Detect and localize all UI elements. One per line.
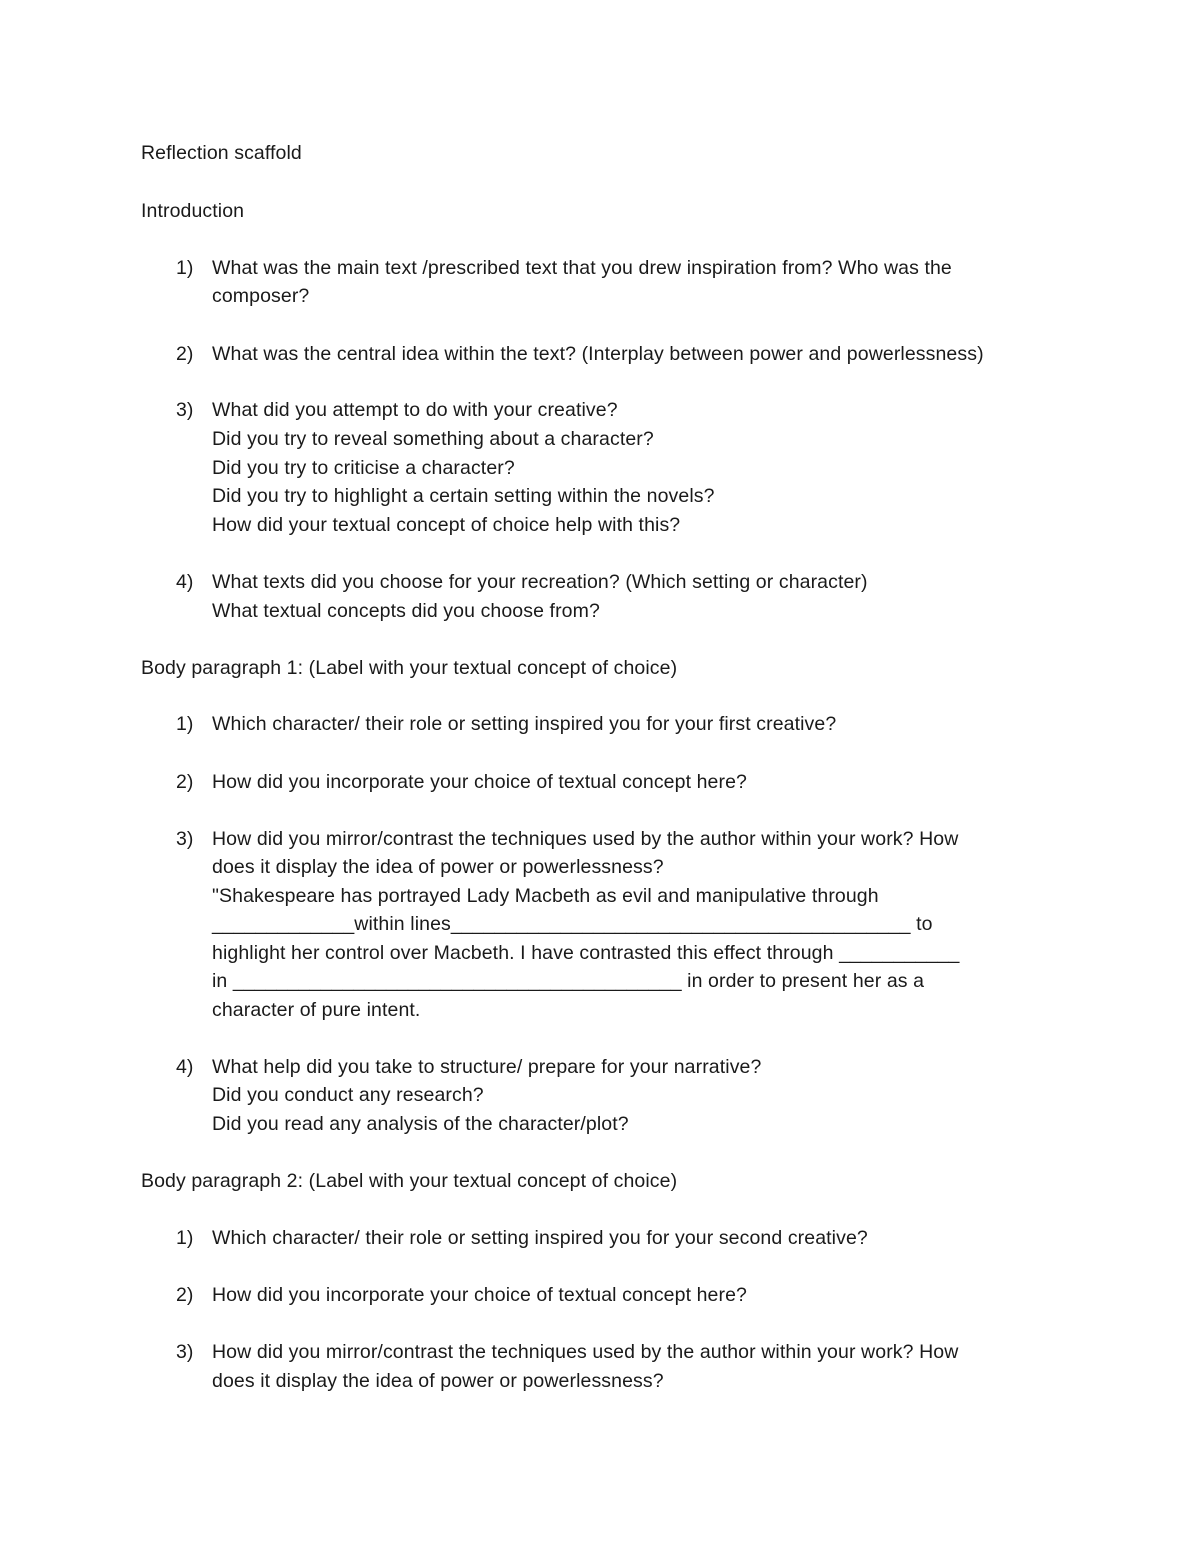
list-item-line: highlight her control over Macbeth. I have contrasted this effect through ___________ [212,942,960,964]
list-item-line: What texts did you choose for your recreation? (Which setting or character) [212,571,868,593]
list-item-line: Did you try to reveal something about a character? [212,428,654,450]
section-heading-body-paragraph-1: Body paragraph 1: (Label with your textual concept of choice) [141,657,678,679]
list-item-line: in _________________________________________ in order to present her as a [212,970,925,992]
list-item-line: Which character/ their role or setting inspired you for your first creative? [212,713,837,735]
list-item-line: Did you read any analysis of the character/plot? [212,1113,629,1135]
list-number: 3) [176,1341,194,1363]
list-item-line: Did you conduct any research? [212,1084,484,1106]
section-heading-body-paragraph-2: Body paragraph 2: (Label with your textual concept of choice) [141,1170,678,1192]
list-item-line: "Shakespeare has portrayed Lady Macbeth as evil and manipulative through [212,885,879,907]
list-item-line: Did you try to highlight a certain setting within the novels? [212,485,715,507]
list-item-line: How did you mirror/contrast the techniques used by the author within your work? How [212,1341,959,1363]
list-number: 3) [176,399,194,421]
document-title: Reflection scaffold [141,142,302,164]
list-number: 1) [176,1227,194,1249]
section-heading-introduction: Introduction [141,200,245,222]
list-item-line: What was the main text /prescribed text that you drew inspiration from? Who was the [212,257,952,279]
list-item-line: What was the central idea within the text? (Interplay between power and powerlessness) [212,343,984,365]
list-number: 1) [176,713,194,735]
list-number: 2) [176,771,194,793]
list-number: 2) [176,1284,194,1306]
list-item-line: character of pure intent. [212,999,421,1021]
list-item-line: How did you incorporate your choice of textual concept here? [212,771,747,793]
list-item-line: How did you mirror/contrast the techniques used by the author within your work? How [212,828,959,850]
list-item-line: How did you incorporate your choice of textual concept here? [212,1284,747,1306]
list-number: 1) [176,257,194,279]
list-item-line: does it display the idea of power or powerlessness? [212,856,664,878]
list-item-line: Which character/ their role or setting inspired you for your second creative? [212,1227,868,1249]
list-item-line: does it display the idea of power or powerlessness? [212,1370,664,1392]
list-item-line: _____________within lines__________________________________________ to [212,913,933,935]
list-item-line: What textual concepts did you choose from? [212,600,600,622]
list-item-line: What help did you take to structure/ prepare for your narrative? [212,1056,762,1078]
list-number: 4) [176,1056,194,1078]
list-number: 2) [176,343,194,365]
list-item-line: Did you try to criticise a character? [212,457,515,479]
list-item-line: What did you attempt to do with your creative? [212,399,618,421]
list-number: 4) [176,571,194,593]
list-item-line: How did your textual concept of choice help with this? [212,514,681,536]
list-item-line: composer? [212,285,310,307]
list-number: 3) [176,828,194,850]
